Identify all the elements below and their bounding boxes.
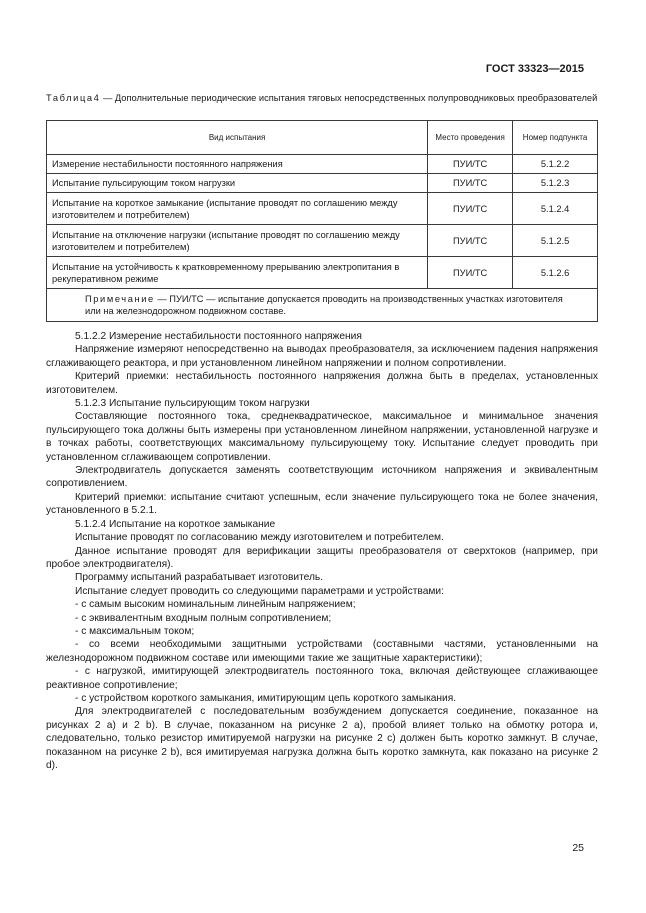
list-item: - с максимальным током; — [75, 625, 195, 637]
table-row — [47, 225, 598, 257]
list-item: - с нагрузкой, имитирующей электродвигатель постоянного тока, включая действующее сглаживающее реактивное сопротивление; — [46, 666, 598, 691]
column-header-test-type: Вид испытания — [47, 121, 428, 155]
paragraph: Программу испытаний разрабатывает изготовитель. — [75, 572, 324, 584]
cell-subclause: 5.1.2.6 — [513, 257, 598, 289]
cell-test-name: Испытание на отключение нагрузки (испытание проводят по соглашению между изготовителем и потребителем) — [47, 225, 428, 257]
paragraph: Критерий приемки: нестабильность постоянного напряжения должна быть в пределах, установленных изготовителем. — [46, 371, 598, 396]
table-row — [47, 174, 598, 193]
cell-place: ПУИ/ТС — [428, 193, 513, 225]
paragraph: Критерий приемки: испытание считают успешным, если значение пульсирующего тока не более значения, установленного в 5.2.1. — [46, 491, 598, 517]
page-number: 25 — [572, 842, 584, 854]
cell-place: ПУИ/ТС — [428, 155, 513, 174]
tests-table — [46, 120, 598, 322]
paragraph: Испытание следует проводить со следующими параметрами и устройствами: — [75, 585, 444, 597]
paragraph: Данное испытание проводят для верификации защиты преобразователя от сверхтоков (например, при пробое электродвигателя). — [46, 545, 598, 570]
table-note-row — [47, 289, 598, 322]
paragraph: Электродвигатель допускается заменять соответствующим источником напряжения и эквивалентным сопротивлением. — [46, 465, 598, 490]
cell-subclause: 5.1.2.4 — [513, 193, 598, 225]
cell-test-name: Измерение нестабильности постоянного напряжения — [47, 155, 428, 174]
paragraph: Для электродвигателей с последовательным возбуждением допускается соединение, показанное на рисунках 2 а) и 2 b). В случае, показанном на рисунке 2 а), пробой влияет только на обмотку ротора и, следовательно, только резистор имитируемой нагрузки на рисунке 2 с) должен быть коротко замкнут. В случае, показанном на рисунке 2 b), вся имитируемая нагрузка должна быть коротко замкнута, как показано на рисунке 2 d). — [46, 706, 598, 771]
table-header-row — [47, 121, 598, 155]
cell-test-name: Испытание на короткое замыкание (испытание проводят по соглашению между изготовителем и потребителем) — [47, 193, 428, 225]
table-note-lead: Примечание — [85, 294, 155, 304]
cell-subclause: 5.1.2.5 — [513, 225, 598, 257]
document-header: ГОСТ 33323—2015 — [485, 63, 584, 75]
cell-test-name: Испытание пульсирующим током нагрузки — [47, 174, 428, 193]
table-caption-text: — Дополнительные периодические испытания тяговых непосредственных полупроводниковых преобразователей — [100, 93, 598, 103]
list-item: - со всеми необходимыми защитными устройствами (составными частями, установленными на железнодорожном подвижном составе или имеющими такие же защитные характеристики); — [46, 639, 598, 664]
column-header-subclause: Номер подпункта — [513, 121, 598, 155]
paragraph: Составляющие постоянного тока, среднеквадратическое, максимальное и минимальное значения пульсирующего тока должны быть измерены при установленном линейном напряжении, установленной нагрузке и в точках работы, соответствующих максимальному пульсирующему току. Испытание следует проводить при установленном сглаживающем сопротивлении. — [46, 411, 598, 463]
table-note — [47, 289, 598, 322]
column-header-place: Место проведения — [428, 121, 513, 155]
list-item: - с устройством короткого замыкания, имитирующим цепь короткого замыкания. — [75, 692, 457, 704]
body-text — [46, 330, 598, 772]
paragraph: Испытание проводят по согласованию между изготовителем и потребителем. — [75, 532, 444, 544]
list-item: - с эквивалентным входным полным сопротивлением; — [75, 612, 332, 624]
table-row — [47, 193, 598, 225]
cell-place: ПУИ/ТС — [428, 174, 513, 193]
cell-place: ПУИ/ТС — [428, 225, 513, 257]
paragraph: Напряжение измеряют непосредственно на выводах преобразователя, за исключением падения напряжения сглаживающего реактора, и при установленном линейном напряжении и полном сопротивлении. — [46, 344, 598, 369]
table-row — [47, 257, 598, 289]
list-item: - с самым высоким номинальным линейным напряжением; — [75, 599, 356, 611]
cell-subclause: 5.1.2.2 — [513, 155, 598, 174]
table-caption — [46, 92, 600, 104]
cell-test-name: Испытание на устойчивость к кратковременному прерыванию электропитания в рекуперативном режиме — [47, 257, 428, 289]
section-heading: 5.1.2.4 Испытание на короткое замыкание — [75, 518, 276, 530]
table-caption-lead: Таблица4 — [46, 93, 101, 103]
section-heading: 5.1.2.2 Измерение нестабильности постоянного напряжения — [75, 331, 362, 342]
section-heading: 5.1.2.3 Испытание пульсирующим током нагрузки — [75, 398, 310, 410]
table-note-text: — ПУИ/ТС — испытание допускается проводить на производственных участках изготовителя или на железнодорожном подвижном составе. — [85, 294, 563, 316]
table-row — [47, 155, 598, 174]
cell-subclause: 5.1.2.3 — [513, 174, 598, 193]
cell-place: ПУИ/ТС — [428, 257, 513, 289]
